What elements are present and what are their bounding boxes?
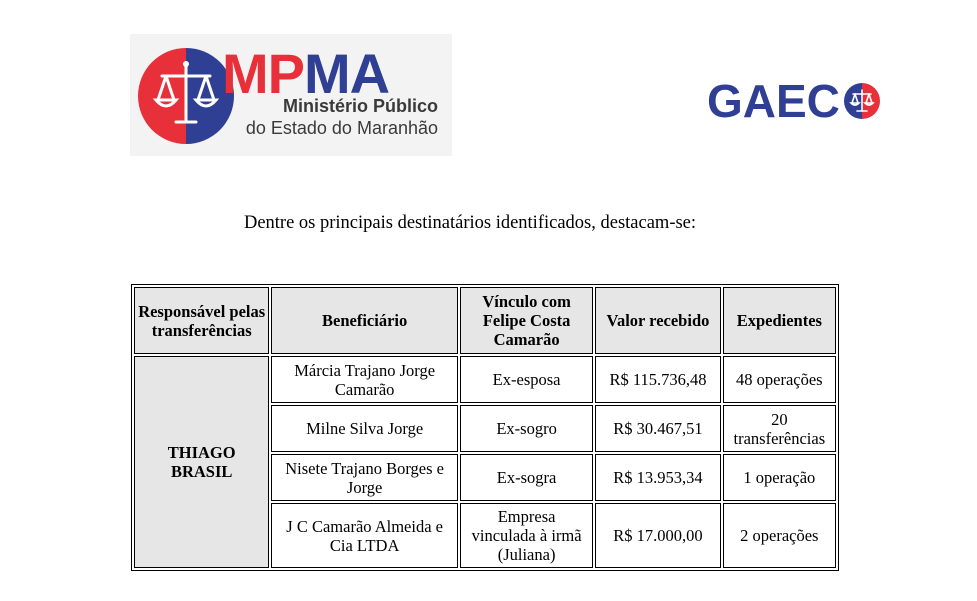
gaeco-text: GAEC <box>707 75 840 127</box>
header-value: Valor recebido <box>595 287 720 354</box>
link-cell: Ex-sogra <box>460 454 593 501</box>
header-beneficiary: Beneficiário <box>271 287 458 354</box>
beneficiaries-table <box>131 284 839 571</box>
gaeco-logo <box>707 76 882 126</box>
value-cell: R$ 30.467,51 <box>595 405 720 452</box>
scales-of-justice-icon <box>842 81 882 121</box>
link-cell: Empresa vinculada à irmã (Juliana) <box>460 503 593 568</box>
intro-text: Dentre os principais destinatários identificados, destacam-se: <box>243 213 697 233</box>
beneficiary-cell: Márcia Trajano Jorge Camarão <box>271 356 458 403</box>
table-header-row <box>134 287 836 354</box>
mpma-logo <box>130 34 452 156</box>
records-cell: 1 operação <box>723 454 836 501</box>
records-cell: 2 operações <box>723 503 836 568</box>
responsible-cell: THIAGO BRASIL <box>134 356 269 568</box>
beneficiary-cell: Nisete Trajano Borges e Jorge <box>271 454 458 501</box>
table-row <box>134 356 836 403</box>
beneficiary-cell: J C Camarão Almeida e Cia LTDA <box>271 503 458 568</box>
records-cell: 20 transferências <box>723 405 836 452</box>
link-cell: Ex-sogro <box>460 405 593 452</box>
value-cell: R$ 115.736,48 <box>595 356 720 403</box>
beneficiary-cell: Milne Silva Jorge <box>271 405 458 452</box>
header-link: Vínculo com Felipe Costa Camarão <box>460 287 593 354</box>
records-cell: 48 operações <box>723 356 836 403</box>
header-records: Expedientes <box>723 287 836 354</box>
link-cell: Ex-esposa <box>460 356 593 403</box>
value-cell: R$ 17.000,00 <box>595 503 720 568</box>
mpma-acronym: MPMA <box>222 42 390 105</box>
value-cell: R$ 13.953,34 <box>595 454 720 501</box>
header-responsible: Responsável pelas transferências <box>134 287 269 354</box>
mpma-line2: do Estado do Maranhão <box>245 118 438 138</box>
mpma-line1: Ministério Público <box>282 96 438 116</box>
